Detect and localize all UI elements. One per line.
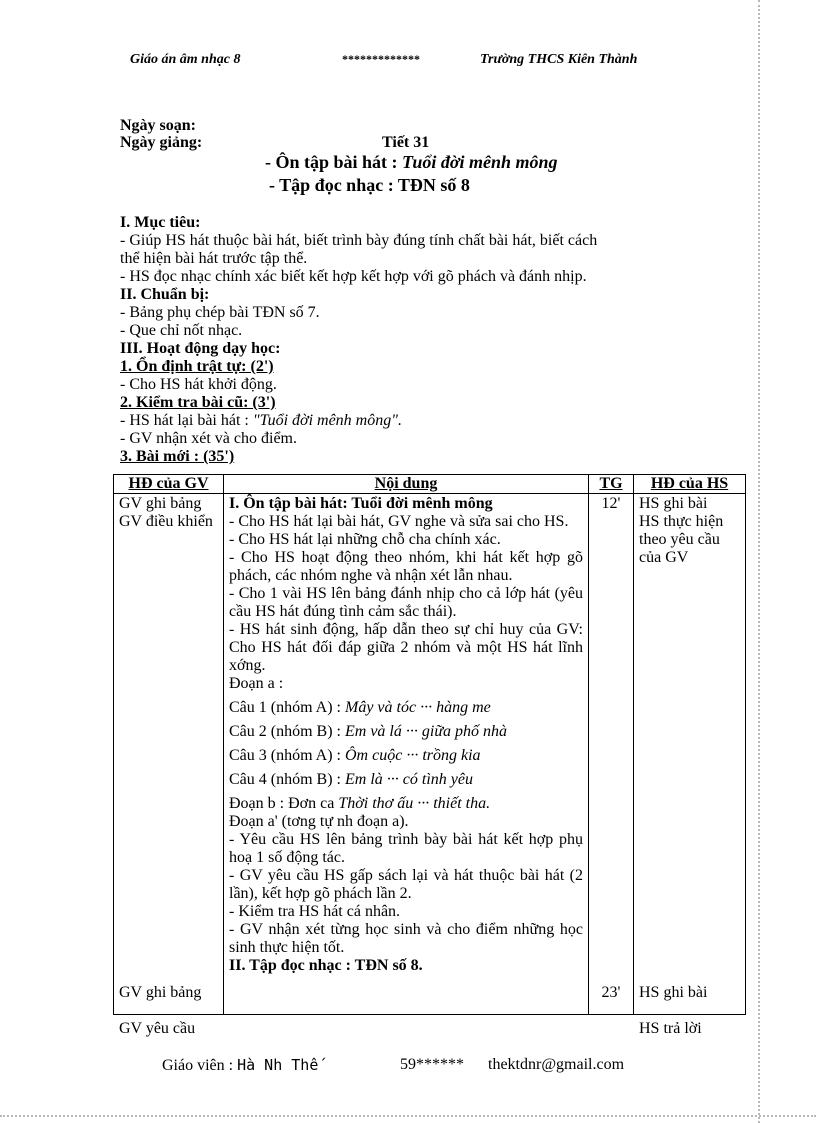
tg-column (589, 494, 634, 1015)
ngay-soan: Ngày soạn: (120, 117, 197, 134)
doan-a2: Đoạn a' (tơng tự nh đoạn a). (229, 813, 409, 830)
page-right-margin-line (758, 0, 762, 1123)
gv-a1: GV ghi bảng (119, 495, 202, 512)
on-dinh-1: - Cho HS hát khởi động. (120, 376, 277, 393)
tg-2: 23' (601, 984, 621, 1001)
header-noi-dung: Nội dung (224, 475, 589, 494)
lesson-table (113, 474, 746, 1037)
page-bottom-margin-line (0, 1115, 816, 1117)
doan-b-text: Thời thơ ấu ··· thiết tha. (338, 795, 491, 812)
hs-b1: HS ghi bài (639, 984, 708, 1001)
hs-b2: HS trả lời (639, 1020, 702, 1037)
cau-4-text: Em là ··· có tình yêu (345, 771, 473, 788)
lesson-number: Tiết 31 (382, 134, 430, 151)
cau-2 (229, 723, 583, 741)
lesson-title-line2: - Tập đọc nhạc : TĐN số 8 (269, 175, 470, 195)
tg-1: 12' (601, 495, 621, 512)
header-right: Trường THCS Kiên Thành (480, 52, 638, 67)
gv-b2: GV yêu cầu (119, 1020, 196, 1037)
header-hs: HĐ của HS (634, 475, 746, 494)
part1-title: I. Ôn tập bài hát: Tuổi đời mênh mông (229, 495, 493, 512)
doan-b-label: Đoạn b : Đơn ca (229, 795, 339, 812)
kiem-tra-1 (120, 412, 402, 430)
header-stars: ************* (342, 52, 420, 66)
chuan-bi-1: - Bảng phụ chép bài TĐN số 7. (120, 304, 320, 321)
section-muc-tieu: I. Mục tiêu: (120, 214, 201, 231)
hs-column (634, 494, 746, 1037)
cau-1 (229, 699, 583, 717)
cau-1-label: Câu 1 (nhóm A) : (229, 699, 345, 716)
cau-1-text: Mây và tóc ··· hàng me (345, 699, 491, 716)
footer-email: thektdnr@gmail.com (488, 1056, 625, 1073)
footer-phone: 59****** (400, 1056, 464, 1073)
chuan-bi-2: - Que chỉ nốt nhạc. (120, 322, 243, 339)
gv-a2: GV điều khiển (119, 513, 213, 530)
muc-tieu-1: - Giúp HS hát thuộc bài hát, biết trình bày đúng tính chất bài hát, biết cách (120, 232, 598, 249)
cau-4 (229, 771, 583, 789)
content-p6: - Yêu cầu HS lên bảng trình bày bài hát kết hợp phụ hoạ 1 số động tác. (229, 831, 583, 866)
content-column (224, 494, 589, 1015)
content-p7: - GV yêu cầu HS gấp sách lại và hát thuộc bài hát (2 lần), kết hợp gõ phách lần 2. (229, 867, 583, 902)
content-p4: - Cho 1 vài HS lên bảng đánh nhịp cho cả lớp hát (yêu cầu HS hát đúng tình cảm sắc thái). (229, 585, 583, 620)
section-bai-moi: 3. Bài mới : (35') (120, 448, 235, 465)
gv-b1: GV ghi bảng (119, 984, 202, 1001)
footer-name: Hà Nh Thế (237, 1056, 319, 1074)
content-p2: - Cho HS hát lại những chỗ cha chính xác. (229, 531, 501, 548)
doan-b (229, 795, 583, 813)
section-chuan-bi: II. Chuẩn bị: (120, 286, 210, 303)
ngay-giang: Ngày giảng: (120, 134, 203, 151)
gv-column (114, 494, 224, 1037)
cau-2-label: Câu 2 (nhóm B) : (229, 723, 345, 740)
header-gv: HĐ của GV (114, 475, 224, 494)
kiem-tra-1-song: "Tuổi đời mênh mông". (252, 412, 402, 429)
cau-3 (229, 747, 583, 765)
content-p1: - Cho HS hát lại bài hát, GV nghe và sửa sai cho HS. (229, 513, 569, 530)
section-kiem-tra: 2. Kiểm tra bài cũ: (3') (120, 394, 276, 411)
lesson-song-name: Tuổi đời mênh mông (402, 152, 558, 172)
header-tg: TG (589, 475, 634, 494)
lesson-title-line1 (265, 152, 558, 173)
table-row (114, 494, 746, 1015)
muc-tieu-2: - HS đọc nhạc chính xác biết kết hợp kết hợp với gõ phách và đánh nhịp. (120, 268, 587, 285)
cau-4-label: Câu 4 (nhóm B) : (229, 771, 345, 788)
kiem-tra-1-prefix: - HS hát lại bài hát : (120, 412, 253, 429)
doan-a: Đoạn a : (229, 675, 284, 692)
content-p3: - Cho HS hoạt động theo nhóm, khi hát kết hợp gõ phách, các nhóm nghe và nhận xét lẫn nhau. (229, 549, 583, 584)
cau-3-text: Ôm cuộc ··· trồng kia (345, 747, 481, 764)
lesson-title-prefix: - Ôn tập bài hát : (265, 152, 403, 172)
header-left: Giáo án âm nhạc 8 (130, 52, 241, 67)
footer-label: Giáo viên : (162, 1057, 238, 1074)
cau-3-label: Câu 3 (nhóm A) : (229, 747, 345, 764)
part2-title: II. Tập đọc nhạc : TĐN số 8. (229, 957, 423, 974)
cau-2-text: Em và lá ··· giữa phố nhà (345, 723, 508, 740)
footer-teacher (162, 1056, 318, 1075)
muc-tieu-1b: thể hiện bài hát trước tập thể. (120, 250, 308, 267)
content-p9: - GV nhận xét từng học sinh và cho điểm những học sinh thực hiện tốt. (229, 921, 583, 956)
content-p8: - Kiểm tra HS hát cá nhân. (229, 903, 401, 920)
content-p5: - HS hát sinh động, hấp dẫn theo sự chỉ huy của GV: Cho HS hát đối đáp giữa 2 nhóm và một HS hát lĩnh xớng. (229, 621, 583, 674)
hs-a2: HS thực hiện theo yêu cầu của GV (639, 513, 724, 566)
kiem-tra-2: - GV nhận xét và cho điểm. (120, 430, 297, 447)
section-hoat-dong: III. Hoạt động dạy học: (120, 340, 281, 357)
section-on-dinh: 1. Ổn định trật tự: (2') (120, 358, 274, 375)
table-header-row (114, 475, 746, 494)
hs-a1: HS ghi bài (639, 495, 708, 512)
